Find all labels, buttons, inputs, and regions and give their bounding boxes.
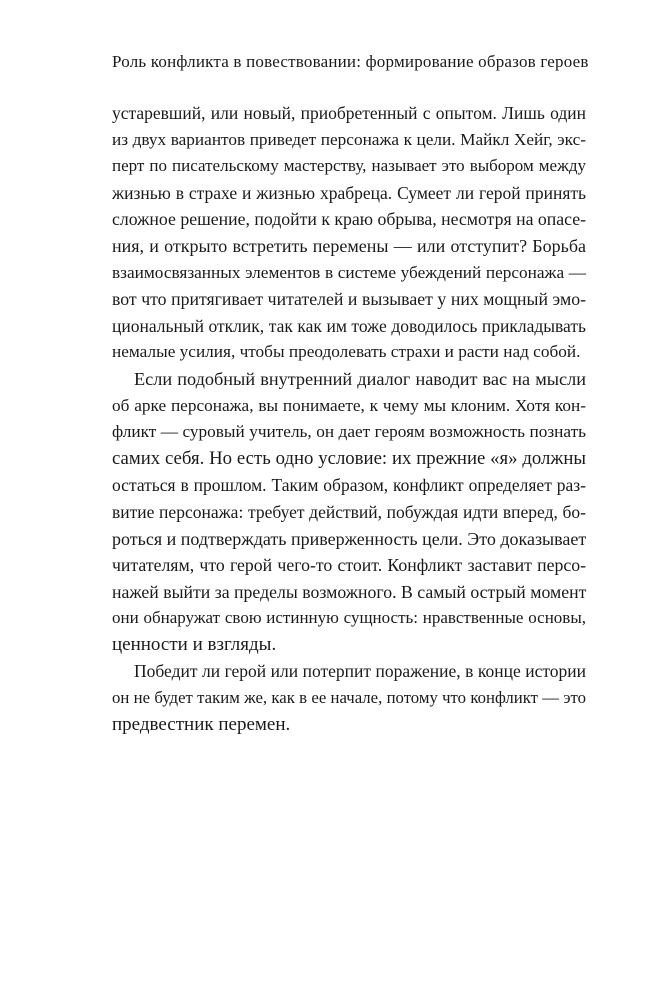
text-line: Победит ли герой или потерпит поражение, в конце истории	[134, 661, 586, 682]
text-line: нажей выйти за пределы возможного. В самый острый момент	[112, 581, 587, 602]
text-line: жизнью в страхе и жизнью храбреца. Сумеет ли герой принять	[112, 182, 586, 203]
text-line: читателям, что герой чего-то стоит. Конфликт заставит персо-	[112, 555, 586, 576]
text-line: немалые усилия, чтобы преодолевать страхи и расти над собой.	[112, 342, 581, 362]
text-line: ценности и взгляды.	[112, 633, 277, 655]
running-header: Роль конфликта в повествовании: формирование образов героев	[112, 52, 589, 71]
text-line: ния, и открыто встретить перемены — или отступит? Борьба	[112, 235, 586, 256]
text-line: остаться в прошлом. Таким образом, конфликт определяет раз-	[112, 475, 586, 496]
text-line: витие персонажа: требует действий, побуждая идти вперед, бо-	[112, 501, 586, 522]
text-line: сложное решение, подойти к краю обрыва, несмотря на опасе-	[112, 209, 587, 230]
text-line: взаимосвязанных элементов в системе убеждений персонажа —	[112, 262, 586, 282]
text-line: самих себя. Но есть одно условие: их прежние «я» должны	[112, 447, 586, 469]
text-line: предвестник перемен.	[112, 713, 291, 735]
text-line: он не будет таким же, как в ее начале, потому что конфликт — это	[112, 688, 586, 708]
paragraph-2	[112, 366, 586, 659]
text-line: они обнаружат свою истинную сущность: нравственные основы,	[112, 608, 586, 628]
text-line: роться и подтверждать приверженность цели. Это доказывает	[112, 528, 587, 549]
text-line: фликт — суровый учитель, он дает героям возможность познать	[112, 422, 586, 442]
paragraph-3	[112, 658, 586, 738]
text-line: вот что притягивает читателей и вызывает у них мощный эмо-	[112, 289, 586, 310]
text-line: Если подобный внутренний диалог наводит вас на мысли	[134, 368, 586, 389]
paragraph-1	[112, 100, 586, 366]
body-text	[112, 100, 586, 738]
text-line: об арке персонажа, вы понимаете, к чему мы клоним. Хотя кон-	[112, 395, 586, 415]
text-line: из двух вариантов приведет персонажа к цели. Майкл Хейг, экс-	[112, 129, 586, 149]
text-line: устаревший, или новый, приобретенный с опытом. Лишь один	[112, 103, 586, 123]
text-line: перт по писательскому мастерству, называет это выбором между	[112, 156, 586, 176]
text-line: циональный отклик, так как им тоже доводилось прикладывать	[112, 315, 586, 336]
